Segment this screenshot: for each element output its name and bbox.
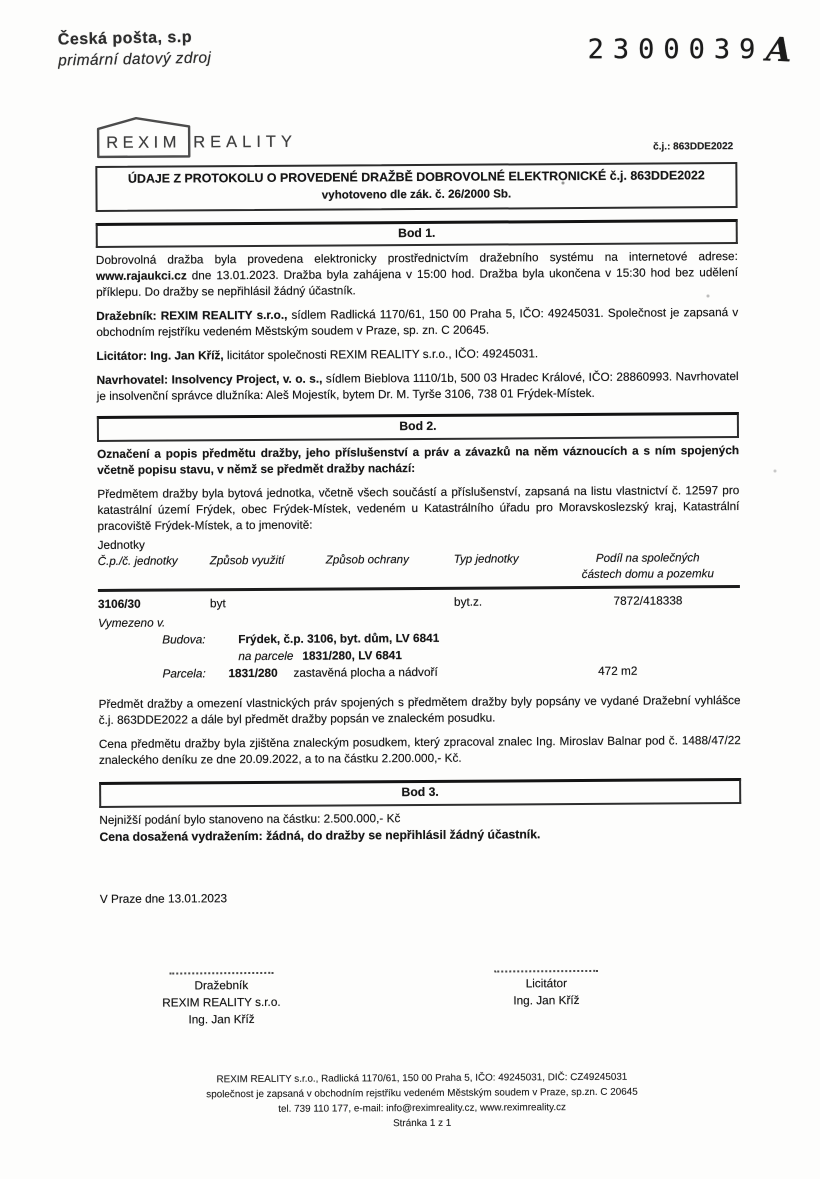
- footer-registry-line: společnost je zapsaná v obchodním rejstříku vedeném Městským soudem v Praze, sp.zn. C 20645: [206, 1086, 638, 1100]
- reference-number: č.j.: 863DDE2022: [653, 141, 734, 153]
- signature-dotted-line: [494, 970, 598, 973]
- table-header-cell: Podíl na společných částech domu a pozemku: [581, 551, 714, 582]
- rexim-reality-logo: [95, 115, 297, 160]
- parcel-number: 1831/280: [228, 665, 278, 681]
- table-cell-unit-number: 3106/30: [97, 596, 141, 611]
- section-heading-bod1: Bod 1.: [96, 219, 738, 249]
- signature-role: Licitátor: [525, 976, 568, 991]
- logo-word-reality: REALITY: [193, 132, 298, 152]
- logo-word-rexim: REXIM: [106, 133, 182, 152]
- licitator-details: licitátor společnosti REXIM REALITY s.r.o., IČO: 49245031.: [223, 346, 539, 363]
- bod1-paragraph-drazebnik: [96, 304, 738, 340]
- serial-letter-handwritten: A: [765, 29, 793, 70]
- bod1-paragraph-auction: [96, 248, 738, 300]
- house-outline-icon: [95, 115, 192, 160]
- bod1-p1-rest: dne 13.01.2023. Dražba byla zahájena v 15:00 hod. Dražba byla ukončena v 15:30 hod bez udělení příklepu. Do dražby se nepřihlásil žádný účastník.: [96, 265, 739, 300]
- minimum-bid-line: Nejnižší podání bylo stanoveno na částku: 2.500.000,- Kč: [99, 810, 401, 827]
- signature-dotted-line: [169, 972, 273, 975]
- signature-name: Ing. Jan Kříž: [513, 993, 580, 1008]
- units-table-data-row: [98, 592, 740, 612]
- parcel-description: zastavěná plocha a nádvoří: [293, 664, 438, 680]
- document-title-box: [95, 162, 737, 212]
- navrhovatel-name: Navrhovatel: Insolvency Project, v. o. s.,: [96, 371, 323, 388]
- bod2-paragraph-price: Cena předmětu dražby byla zjištěna znaleckým posudkem, který zpracoval znalec Ing. Miroslav Balnar pod č. 1488/47/22 znaleckého deníku ze dne 20.09.2022, a to na částku 2.200.000,- Kč.: [98, 733, 741, 767]
- bod1-p1-text: Dobrovolná dražba byla provedena elektronicky prostřednictvím dražebního systému na internetové adrese:: [95, 249, 738, 268]
- building-value: Frýdek, č.p. 3106, byt. dům, LV 6841: [238, 630, 440, 646]
- section-heading-bod2: Bod 2.: [97, 413, 739, 443]
- bod2-intro: Označení a popis předmětu dražby, jeho příslušenství a práv a závazků na něm váznoucích a s ním spojených včetně popisu stavu, v němž se předmět dražby nachází:: [97, 443, 740, 478]
- bod1-paragraph-licitator: [96, 344, 738, 364]
- on-parcel-value: 1831/280, LV 6841: [302, 647, 402, 663]
- table-divider-line: [98, 585, 740, 592]
- signature-name: Ing. Jan Kříž: [188, 1011, 255, 1027]
- achieved-price-line: Cena dosažená vydražením: žádná, do dražby se nepřihlásil žádný účastník.: [99, 826, 541, 844]
- on-parcel-label: na parcele: [238, 648, 294, 663]
- units-label: Jednotky: [97, 537, 145, 553]
- signature-company: REXIM REALITY s.r.o.: [162, 994, 281, 1010]
- auction-website: www.rajaukci.cz: [95, 268, 187, 284]
- sender-stamp: [58, 29, 212, 71]
- on-parcel-row: [238, 645, 740, 664]
- table-header-cell: Typ jednotky: [453, 552, 519, 567]
- drazebnik-details: sídlem Radlická 1170/61, 150 00 Praha 5, IČO: 49245031. Společnost je zapsaná v obchodním rejstříku vedeném Městským soudem v Praze, sp. zn. C 20645.: [96, 305, 739, 340]
- sender-subtitle: primární datový zdroj: [58, 49, 212, 70]
- parcel-area: 472 m2: [598, 663, 638, 678]
- document-body: [95, 110, 743, 1133]
- table-header-cell: Č.p./č. jednotky: [97, 554, 178, 569]
- signature-block-licitator: [446, 970, 646, 1026]
- units-table: [98, 550, 740, 611]
- place-and-date: V Praze dne 13.01.2023: [99, 891, 228, 907]
- table-header-cell: Způsob využití: [209, 554, 285, 568]
- page-footer: [101, 1069, 743, 1133]
- footer-company-line: REXIM REALITY s.r.o., Radlická 1170/61, 150 00 Praha 5, IČO: 49245031, DIČ: CZ49245031: [216, 1071, 628, 1085]
- footer-page-number: Stránka 1 z 1: [393, 1117, 452, 1129]
- parcel-row: [98, 662, 740, 682]
- units-table-header-row: [98, 550, 740, 585]
- licitator-name: Licitátor: Ing. Jan Kříž,: [96, 348, 224, 364]
- bod1-paragraph-navrhovatel: [97, 368, 739, 404]
- header-row: [95, 110, 737, 160]
- document-subtitle: vyhotoveno dle zák. č. 26/2000 Sb.: [321, 187, 512, 202]
- table-cell-unit-type: byt.z.: [453, 594, 483, 609]
- footer-contact-line: tel. 739 110 177, e-mail: info@reximreality.cz, www.reximreality.cz: [278, 1101, 566, 1115]
- section-heading-bod3: Bod 3.: [99, 778, 741, 808]
- building-label: Budova:: [162, 632, 206, 647]
- document-title: ÚDAJE Z PROTOKOLU O PROVEDENÉ DRAŽBĚ DOBROVOLNÉ ELEKTRONICKÉ č.j. 863DDE2022: [127, 168, 705, 186]
- signature-role: Dražebník: [194, 978, 249, 993]
- table-header-cell: Způsob ochrany: [325, 553, 409, 567]
- table-cell-protection: [326, 594, 454, 611]
- vymezeno-label: Vymezeno v.: [98, 615, 166, 630]
- table-cell-share: 7872/418338: [613, 593, 683, 608]
- navrhovatel-details: sídlem Bieblova 1110/1b, 500 03 Hradec Králové, IČO: 28860993. Navrhovatel je insolvenční správce dlužníka: Aleš Mojestík, bytem Dr. M. Tyrše 3106, 738 01 Frýdek-Místek.: [96, 369, 739, 404]
- drazebnik-name: Dražebník: REXIM REALITY s.r.o.,: [96, 308, 288, 324]
- sender-name: Česká pošta, s.p: [57, 28, 193, 49]
- table-cell-usage: byt: [209, 595, 226, 611]
- signature-block-drazebnik: [106, 972, 336, 1029]
- bod2-paragraph-subject: Předmětem dražby byla bytová jednotka, včetně všech součástí a příslušenství, zapsaná na listu vlastnictví č. 12597 pro katastrální území Frýdek, obec Frýdek-Místek, vedeném u Katastrálního úřadu pro Moravskoslezský kraj, Katastrální pracoviště Frýdek-Místek, a to jmenovitě:: [97, 483, 740, 534]
- signature-section: [100, 969, 742, 1028]
- serial-digits: 2300039: [587, 34, 765, 65]
- parcel-label: Parcela:: [162, 666, 206, 681]
- bod2-paragraph-description: Předmět dražby a omezení vlastnických práv spojených s předmětem dražby byly popsány ve vydané Dražební vyhlášce č.j. 863DDE2022 a dále byl předmět dražby popsán ve znaleckém posudku.: [98, 692, 741, 727]
- serial-number-stamp: [587, 29, 793, 70]
